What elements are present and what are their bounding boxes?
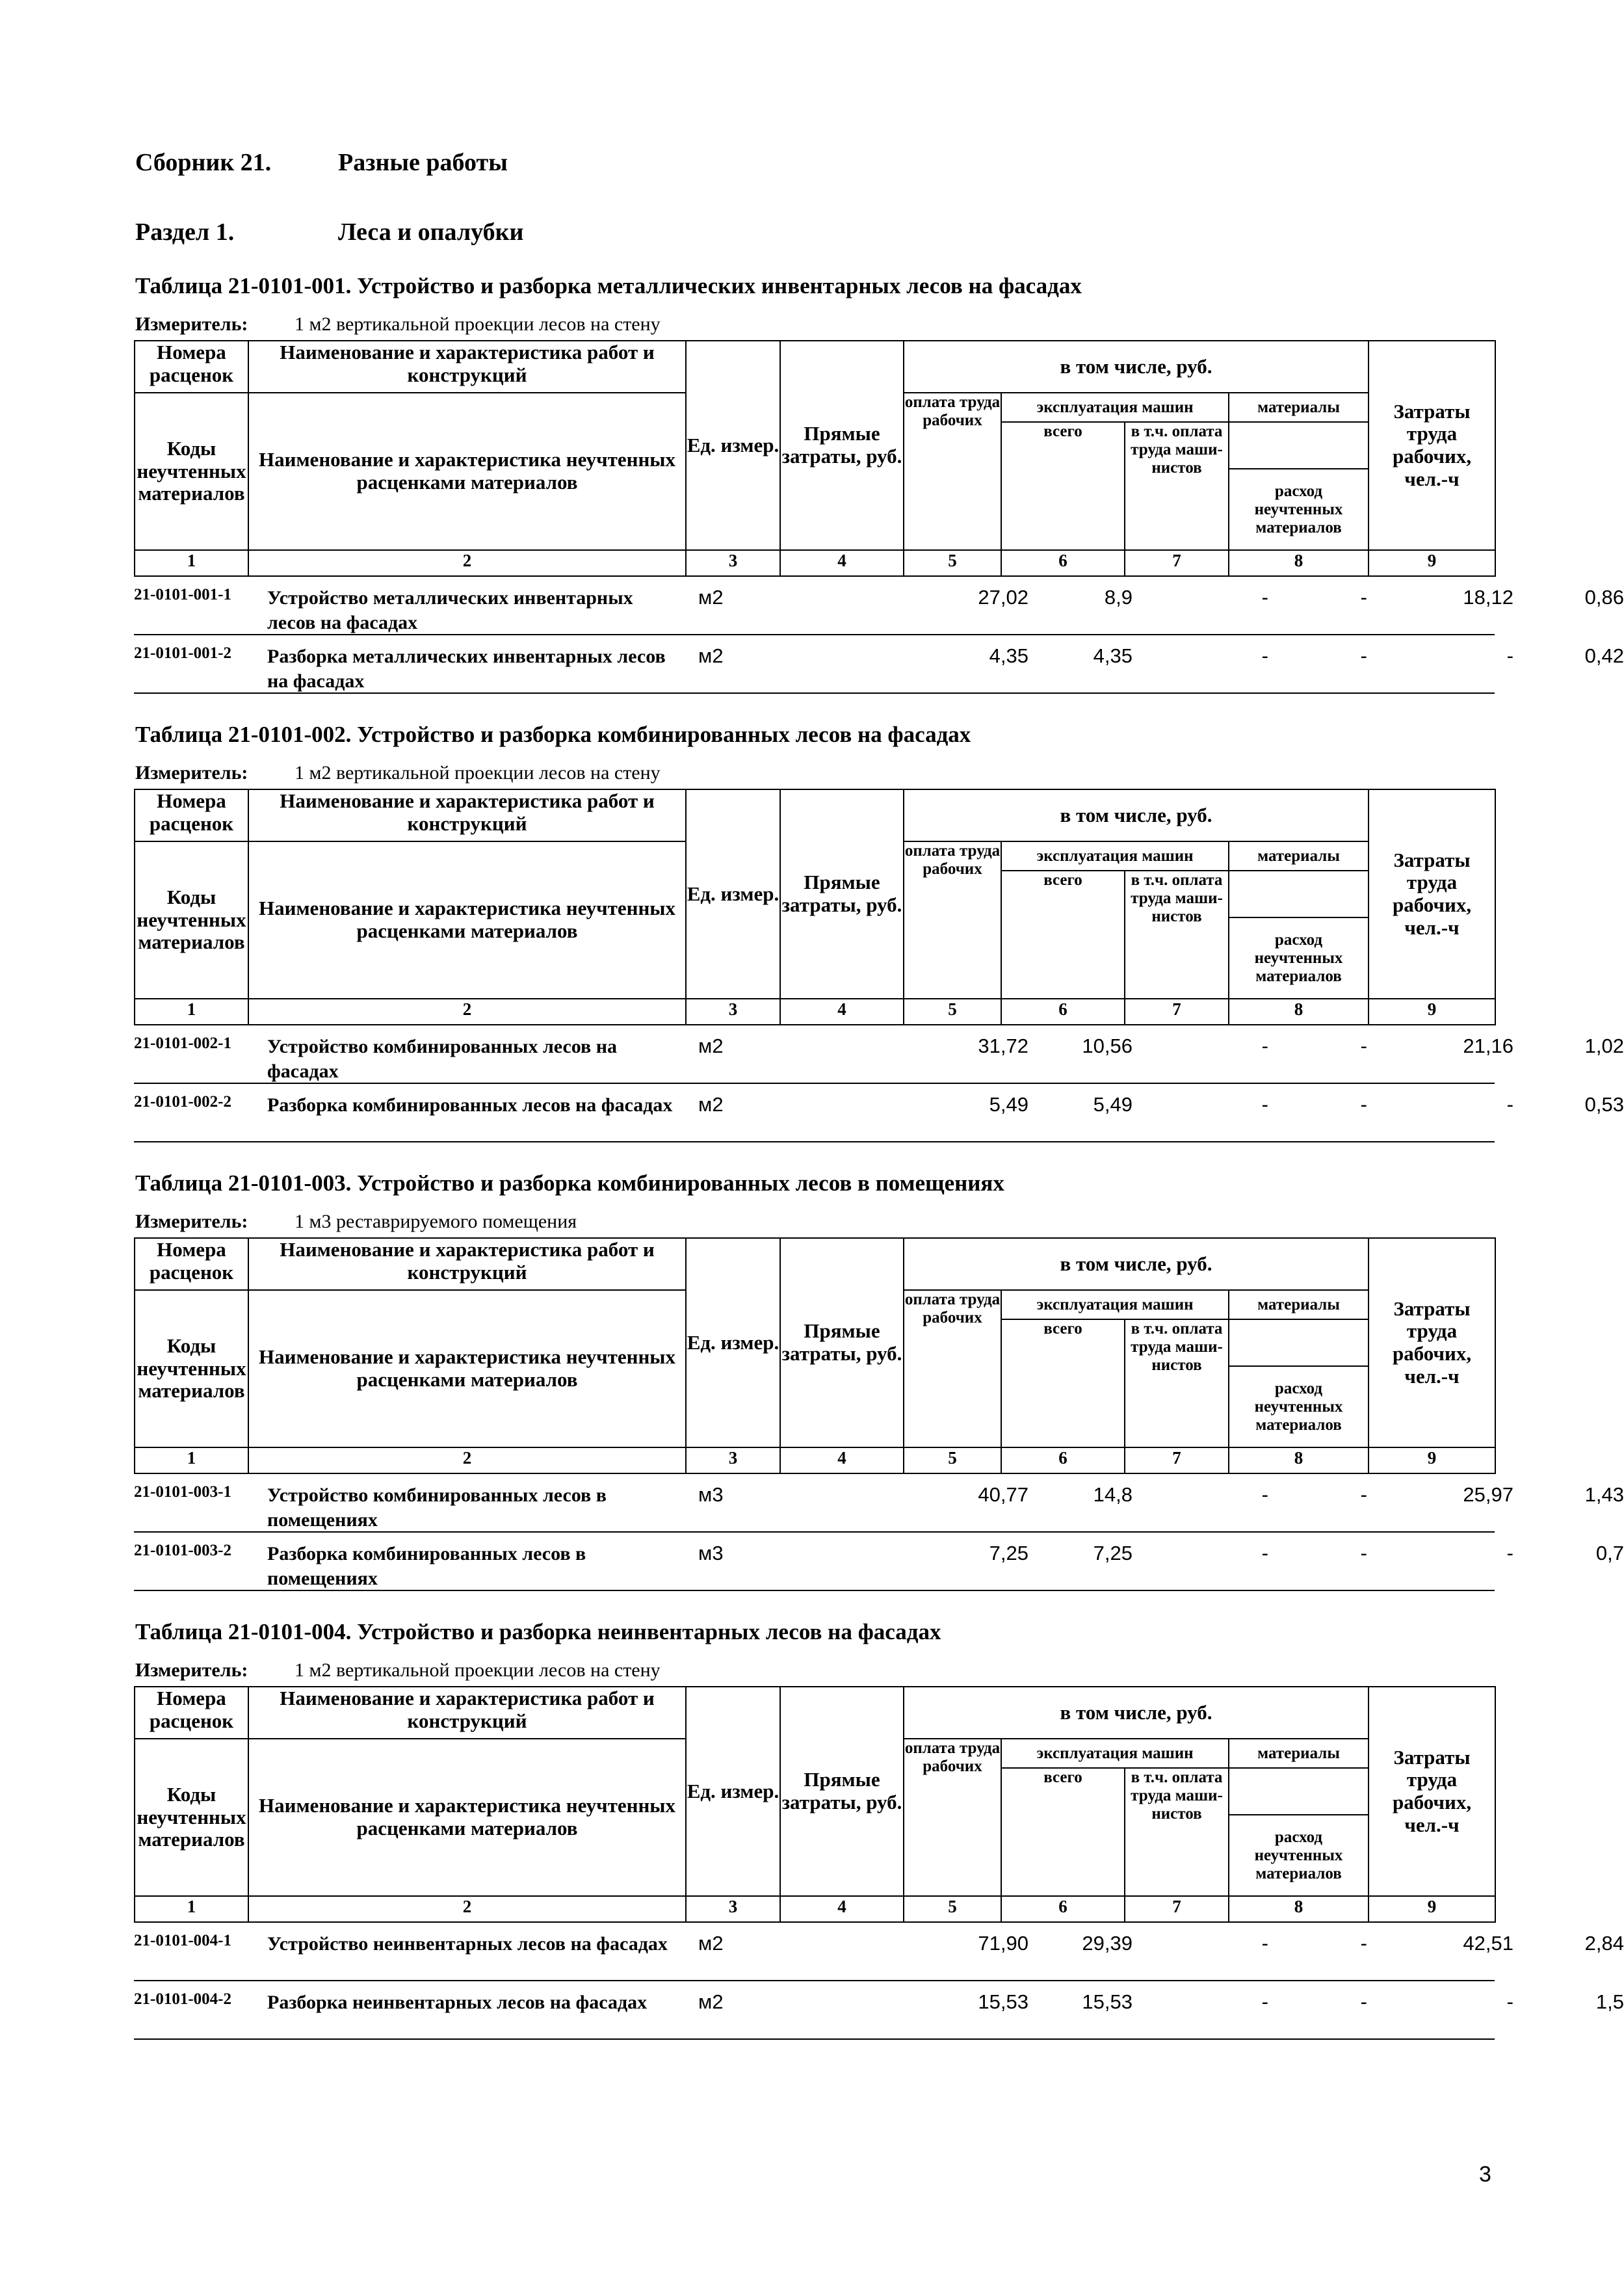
table-row [134, 635, 1624, 694]
meter-label: Измеритель: [135, 1659, 248, 1681]
machinist-pay: - [1360, 644, 1367, 667]
machinist-pay: - [1360, 1990, 1367, 2013]
col-rate-number: Номера расценок [135, 1687, 248, 1739]
col-number: 4 [780, 550, 904, 576]
col-materials: материалы [1229, 841, 1369, 871]
labor-pay: 7,25 [1093, 1542, 1133, 1564]
col-labor-pay: оплата труда рабочих [904, 393, 1001, 550]
labor-pay: 15,53 [1082, 1990, 1133, 2013]
col-number: 6 [1001, 1896, 1125, 1922]
unit: м2 [698, 1932, 724, 1955]
machinist-pay: - [1360, 1035, 1367, 1057]
rate-table-grid [134, 1686, 1496, 1923]
col-machines-total: всего [1001, 1768, 1125, 1896]
unit: м3 [698, 1483, 724, 1506]
col-direct-costs: Прямые затраты, руб. [780, 1687, 904, 1896]
machinist-pay: - [1360, 1093, 1367, 1116]
col-labor-costs: Затраты труда рабочих, чел.-ч [1369, 341, 1495, 550]
col-number: 9 [1369, 999, 1495, 1025]
meter [135, 1659, 661, 1681]
direct-costs: 5,49 [989, 1093, 1028, 1116]
col-machine-ops: эксплуатация машин [1001, 393, 1229, 422]
materials: 25,97 [1463, 1483, 1513, 1506]
rate-table [134, 1686, 1624, 2040]
labor-hours: 0,86 [1584, 586, 1624, 609]
col-machine-ops: эксплуатация машин [1001, 841, 1229, 871]
machines-total: - [1261, 1035, 1268, 1057]
unit: м2 [698, 644, 724, 667]
work-name: Устройство металлических инвентарных лесов на фасадах [267, 587, 633, 633]
work-name: Устройство комбинированных лесов на фасадах [267, 1036, 618, 1082]
column-numbers-row [135, 1896, 1495, 1922]
col-number: 5 [904, 1896, 1001, 1922]
col-number: 3 [686, 1896, 780, 1922]
col-including: в том числе, руб. [904, 341, 1369, 393]
machines-total: - [1261, 586, 1268, 609]
column-numbers-row [135, 999, 1495, 1025]
col-number: 6 [1001, 550, 1125, 576]
labor-hours: 0,42 [1584, 644, 1624, 667]
meter-value: 1 м3 реставрируемого помещения [295, 1211, 577, 1232]
meter [135, 1211, 577, 1233]
materials-spacer [1229, 871, 1369, 917]
machinist-pay: - [1360, 1483, 1367, 1506]
table-row [134, 1981, 1624, 2040]
work-name: Устройство комбинированных лесов в помещениях [267, 1484, 607, 1531]
col-machines-total: всего [1001, 1319, 1125, 1447]
col-number: 6 [1001, 999, 1125, 1025]
col-number: 5 [904, 550, 1001, 576]
rate-table-grid [134, 1237, 1496, 1474]
col-unit: Ед. измер. [686, 1687, 780, 1896]
materials-spacer [1229, 1319, 1369, 1366]
materials: 42,51 [1463, 1932, 1513, 1955]
col-number: 5 [904, 999, 1001, 1025]
col-work-name: Наименование и характеристика работ и конструкций [248, 1687, 686, 1739]
rate-code: 21-0101-003-1 [134, 1483, 231, 1501]
materials: 18,12 [1463, 586, 1513, 609]
unit: м2 [698, 586, 724, 609]
machines-total: - [1261, 1483, 1268, 1506]
col-number: 7 [1125, 550, 1229, 576]
direct-costs: 27,02 [978, 586, 1028, 609]
labor-pay: 5,49 [1093, 1093, 1133, 1116]
col-material-codes: Коды неучтенных материалов [135, 1290, 248, 1447]
machines-total: - [1261, 644, 1268, 667]
meter [135, 313, 661, 336]
col-number: 7 [1125, 999, 1229, 1025]
col-unaccounted-consumption: расход неучтенных материалов [1229, 1366, 1369, 1447]
col-number: 8 [1229, 1896, 1369, 1922]
rate-table-grid [134, 340, 1496, 577]
meter-value: 1 м2 вертикальной проекции лесов на стену [295, 1659, 661, 1681]
col-labor-costs: Затраты труда рабочих, чел.-ч [1369, 1238, 1495, 1447]
col-unit: Ед. измер. [686, 341, 780, 550]
col-rate-number: Номера расценок [135, 789, 248, 841]
labor-pay: 8,9 [1104, 586, 1133, 609]
col-number: 6 [1001, 1447, 1125, 1473]
unit: м2 [698, 1990, 724, 2013]
col-material-codes: Коды неучтенных материалов [135, 393, 248, 550]
table-row [134, 1923, 1624, 1981]
labor-hours: 1,43 [1584, 1483, 1624, 1506]
col-machine-ops: эксплуатация машин [1001, 1739, 1229, 1768]
labor-pay: 4,35 [1093, 644, 1133, 667]
machines-total: - [1261, 1932, 1268, 1955]
col-unit: Ед. измер. [686, 1238, 780, 1447]
col-number: 1 [135, 550, 248, 576]
col-material-codes: Коды неучтенных материалов [135, 841, 248, 999]
labor-hours: 0,53 [1584, 1093, 1624, 1116]
col-number: 8 [1229, 1447, 1369, 1473]
col-including: в том числе, руб. [904, 789, 1369, 841]
materials-spacer [1229, 422, 1369, 469]
meter-label: Измеритель: [135, 313, 248, 335]
col-number: 2 [248, 1896, 686, 1922]
col-materials: материалы [1229, 1290, 1369, 1319]
col-labor-pay: оплата труда рабочих [904, 841, 1001, 999]
col-number: 4 [780, 999, 904, 1025]
machinist-pay: - [1360, 586, 1367, 609]
col-direct-costs: Прямые затраты, руб. [780, 1238, 904, 1447]
machines-total: - [1261, 1990, 1268, 2013]
rate-code: 21-0101-003-2 [134, 1542, 231, 1559]
col-material-name: Наименование и характеристика неучтенных расценками материалов [248, 1739, 686, 1896]
col-number: 9 [1369, 1896, 1495, 1922]
direct-costs: 71,90 [978, 1932, 1028, 1955]
rate-code: 21-0101-001-2 [134, 644, 231, 662]
meter-value: 1 м2 вертикальной проекции лесов на стену [295, 313, 661, 335]
labor-pay: 29,39 [1082, 1932, 1133, 1955]
col-unit: Ед. измер. [686, 789, 780, 999]
table-row [134, 1474, 1624, 1533]
table-row [134, 1084, 1624, 1142]
col-machinist-pay: в т.ч. оплата труда маши-нистов [1125, 422, 1229, 550]
col-number: 1 [135, 999, 248, 1025]
col-number: 3 [686, 999, 780, 1025]
rate-table [134, 340, 1624, 694]
col-machine-ops: эксплуатация машин [1001, 1290, 1229, 1319]
table-row [134, 577, 1624, 635]
col-work-name: Наименование и характеристика работ и конструкций [248, 341, 686, 393]
col-rate-number: Номера расценок [135, 341, 248, 393]
col-unaccounted-consumption: расход неучтенных материалов [1229, 469, 1369, 550]
data-rows [134, 1025, 1624, 1142]
col-work-name: Наименование и характеристика работ и конструкций [248, 1238, 686, 1290]
page-number: 3 [1479, 2162, 1491, 2187]
col-number: 5 [904, 1447, 1001, 1473]
unit: м2 [698, 1035, 724, 1057]
machinist-pay: - [1360, 1932, 1367, 1955]
meter-label: Измеритель: [135, 1211, 248, 1232]
labor-hours: 1,02 [1584, 1035, 1624, 1057]
collection-label: Сборник 21. [135, 149, 272, 176]
materials: - [1506, 1990, 1513, 2013]
col-number: 8 [1229, 999, 1369, 1025]
section-title: Леса и опалубки [338, 218, 524, 246]
col-number: 3 [686, 1447, 780, 1473]
rate-code: 21-0101-001-1 [134, 586, 231, 603]
col-material-name: Наименование и характеристика неучтенных расценками материалов [248, 1290, 686, 1447]
work-name: Разборка комбинированных лесов в помещениях [267, 1543, 586, 1589]
work-name: Устройство неинвентарных лесов на фасадах [267, 1933, 668, 1955]
labor-pay: 10,56 [1082, 1035, 1133, 1057]
col-machinist-pay: в т.ч. оплата труда маши-нистов [1125, 1768, 1229, 1896]
section-label: Раздел 1. [135, 218, 235, 246]
col-machines-total: всего [1001, 871, 1125, 999]
rate-code: 21-0101-004-1 [134, 1932, 231, 1949]
work-name: Разборка металлических инвентарных лесов на фасадах [267, 646, 666, 692]
col-material-codes: Коды неучтенных материалов [135, 1739, 248, 1896]
col-number: 7 [1125, 1447, 1229, 1473]
machines-total: - [1261, 1093, 1268, 1116]
col-unaccounted-consumption: расход неучтенных материалов [1229, 917, 1369, 999]
col-number: 7 [1125, 1896, 1229, 1922]
direct-costs: 7,25 [989, 1542, 1028, 1564]
rate-code: 21-0101-004-2 [134, 1990, 231, 2008]
col-number: 3 [686, 550, 780, 576]
col-including: в том числе, руб. [904, 1687, 1369, 1739]
meter-value: 1 м2 вертикальной проекции лесов на стену [295, 762, 661, 784]
col-number: 2 [248, 1447, 686, 1473]
rate-code: 21-0101-002-2 [134, 1093, 231, 1111]
direct-costs: 40,77 [978, 1483, 1028, 1506]
column-numbers-row [135, 550, 1495, 576]
direct-costs: 31,72 [978, 1035, 1028, 1057]
col-number: 1 [135, 1447, 248, 1473]
materials: - [1506, 644, 1513, 667]
col-labor-costs: Затраты труда рабочих, чел.-ч [1369, 789, 1495, 999]
rate-table-grid [134, 789, 1496, 1025]
unit: м3 [698, 1542, 724, 1564]
col-materials: материалы [1229, 393, 1369, 422]
materials: 21,16 [1463, 1035, 1513, 1057]
col-number: 1 [135, 1896, 248, 1922]
unit: м2 [698, 1093, 724, 1116]
col-number: 9 [1369, 550, 1495, 576]
col-work-name: Наименование и характеристика работ и конструкций [248, 789, 686, 841]
machinist-pay: - [1360, 1542, 1367, 1564]
col-number: 2 [248, 999, 686, 1025]
table-title: Таблица 21-0101-003. Устройство и разборка комбинированных лесов в помещениях [135, 1170, 1004, 1196]
table-row [134, 1533, 1624, 1591]
col-machinist-pay: в т.ч. оплата труда маши-нистов [1125, 871, 1229, 999]
rate-table [134, 789, 1624, 1142]
meter-label: Измеритель: [135, 762, 248, 784]
col-rate-number: Номера расценок [135, 1238, 248, 1290]
col-labor-pay: оплата труда рабочих [904, 1739, 1001, 1896]
col-number: 9 [1369, 1447, 1495, 1473]
meter [135, 762, 661, 784]
col-number: 4 [780, 1896, 904, 1922]
work-name: Разборка неинвентарных лесов на фасадах [267, 1992, 648, 2013]
rate-table [134, 1237, 1624, 1591]
table-row [134, 1025, 1624, 1084]
rate-code: 21-0101-002-1 [134, 1035, 231, 1052]
direct-costs: 4,35 [989, 644, 1028, 667]
data-rows [134, 1474, 1624, 1591]
data-rows [134, 577, 1624, 694]
direct-costs: 15,53 [978, 1990, 1028, 2013]
table-title: Таблица 21-0101-001. Устройство и разборка металлических инвентарных лесов на фасадах [135, 273, 1082, 298]
materials-spacer [1229, 1768, 1369, 1815]
data-rows [134, 1923, 1624, 2040]
table-title: Таблица 21-0101-002. Устройство и разборка комбинированных лесов на фасадах [135, 722, 971, 747]
col-machinist-pay: в т.ч. оплата труда маши-нистов [1125, 1319, 1229, 1447]
work-name: Разборка комбинированных лесов на фасадах [267, 1094, 673, 1116]
materials: - [1506, 1093, 1513, 1116]
col-material-name: Наименование и характеристика неучтенных расценками материалов [248, 841, 686, 999]
col-number: 4 [780, 1447, 904, 1473]
col-labor-costs: Затраты труда рабочих, чел.-ч [1369, 1687, 1495, 1896]
labor-hours: 0,7 [1595, 1542, 1624, 1564]
col-number: 2 [248, 550, 686, 576]
materials: - [1506, 1542, 1513, 1564]
col-materials: материалы [1229, 1739, 1369, 1768]
labor-hours: 2,84 [1584, 1932, 1624, 1955]
machines-total: - [1261, 1542, 1268, 1564]
col-machines-total: всего [1001, 422, 1125, 550]
labor-hours: 1,5 [1595, 1990, 1624, 2013]
col-unaccounted-consumption: расход неучтенных материалов [1229, 1815, 1369, 1896]
column-numbers-row [135, 1447, 1495, 1473]
table-title: Таблица 21-0101-004. Устройство и разборка неинвентарных лесов на фасадах [135, 1619, 941, 1644]
collection-title: Разные работы [338, 149, 508, 176]
col-direct-costs: Прямые затраты, руб. [780, 341, 904, 550]
col-material-name: Наименование и характеристика неучтенных расценками материалов [248, 393, 686, 550]
col-including: в том числе, руб. [904, 1238, 1369, 1290]
col-labor-pay: оплата труда рабочих [904, 1290, 1001, 1447]
labor-pay: 14,8 [1093, 1483, 1133, 1506]
col-direct-costs: Прямые затраты, руб. [780, 789, 904, 999]
col-number: 8 [1229, 550, 1369, 576]
